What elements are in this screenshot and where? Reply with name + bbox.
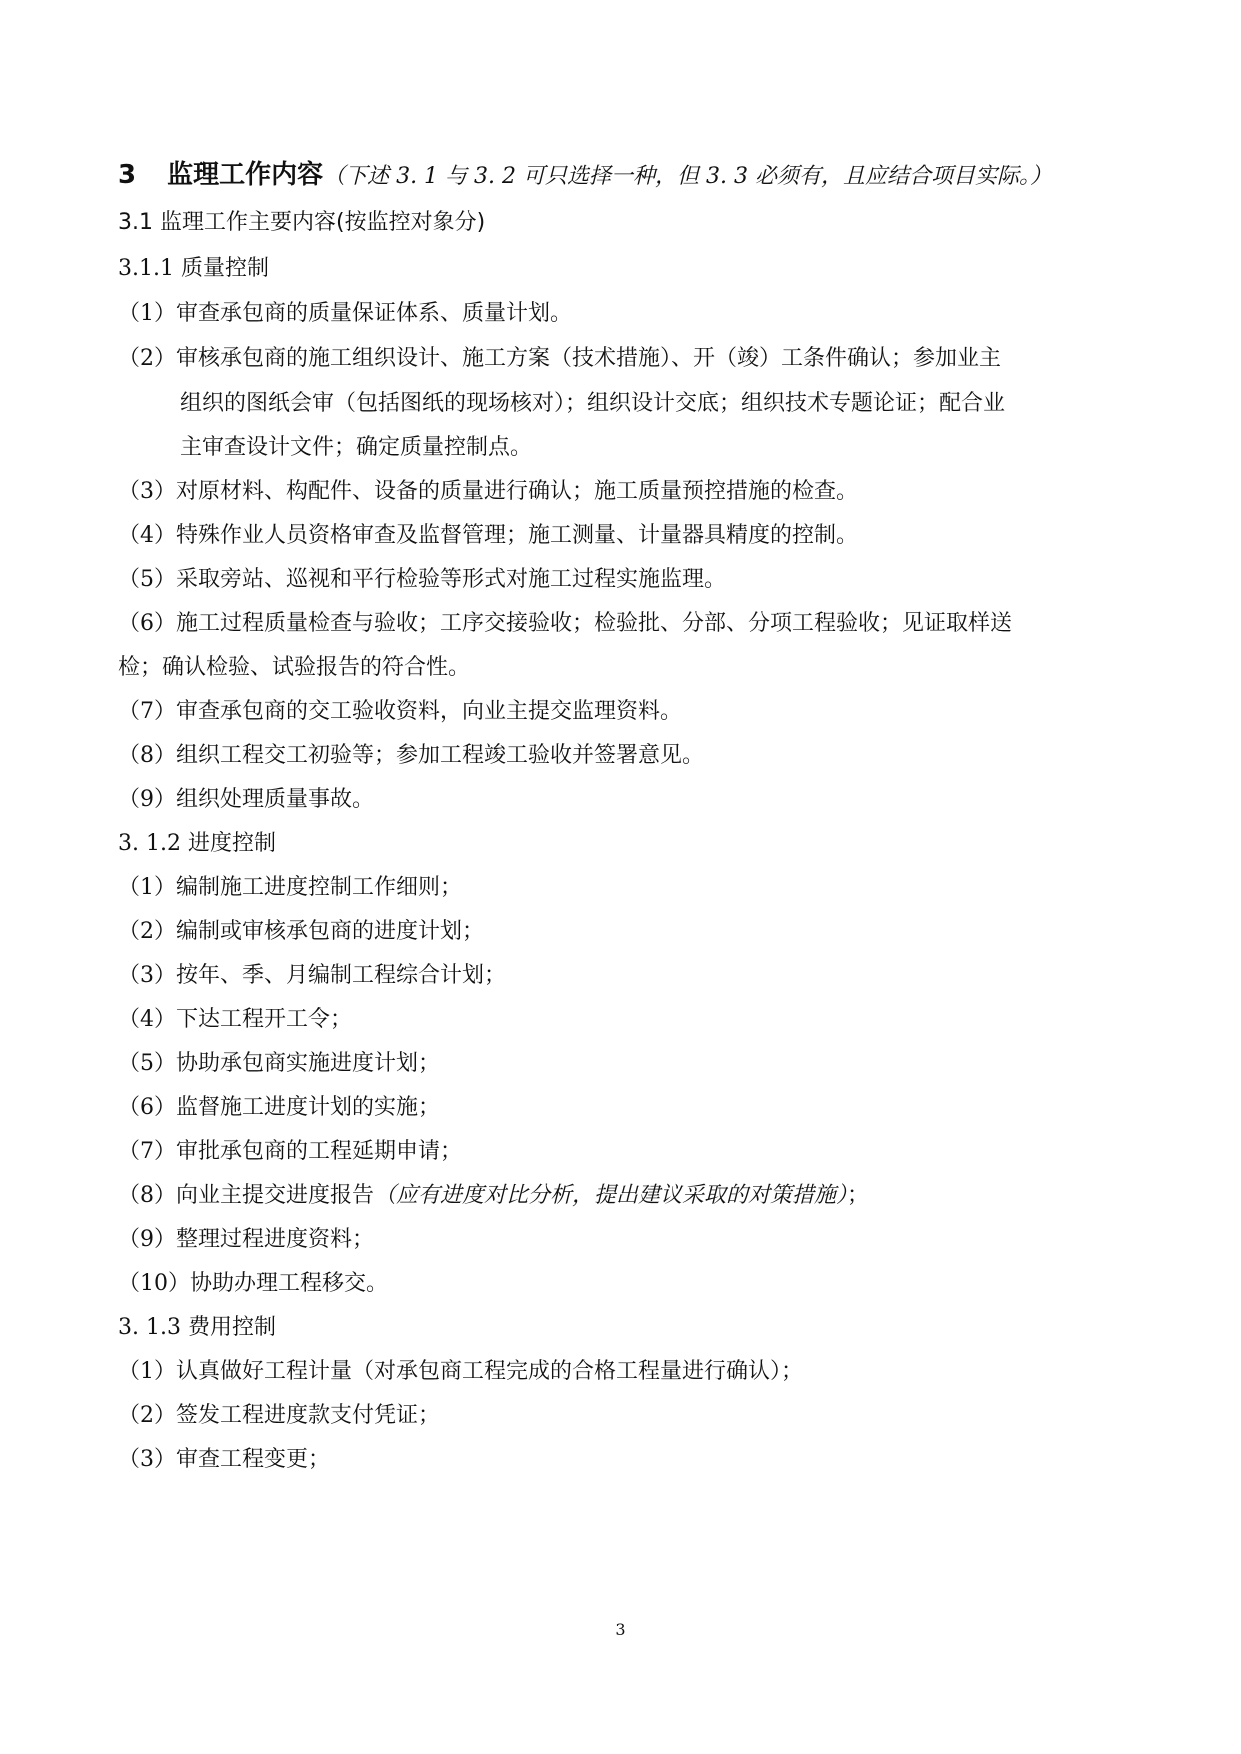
schedule-item-3: （3）按年、季、月编制工程综合计划；	[118, 963, 506, 988]
schedule-item-8-end: ；	[847, 1183, 870, 1208]
schedule-item-7: （7）审批承包商的工程延期申请；	[118, 1139, 462, 1164]
quality-item-1: （1）审查承包商的质量保证体系、质量计划。	[118, 301, 572, 326]
quality-item-7: （7）审查承包商的交工验收资料，向业主提交监理资料。	[118, 699, 682, 724]
section-note: （下述 3. 1 与 3. 2 可只选择一种，但 3. 3 必须有，且应结合项目实际。）	[323, 164, 1052, 189]
cost-item-1: （1）认真做好工程计量（对承包商工程完成的合格工程量进行确认）；	[118, 1359, 803, 1384]
page-number: 3	[615, 1620, 626, 1639]
schedule-item-6: （6）监督施工进度计划的实施；	[118, 1095, 440, 1120]
quality-item-4: （4）特殊作业人员资格审查及监督管理；施工测量、计量器具精度的控制。	[118, 523, 858, 548]
schedule-item-8-text: （8）向业主提交进度报告	[118, 1183, 374, 1208]
quality-item-8: （8）组织工程交工初验等；参加工程竣工验收并签署意见。	[118, 743, 704, 768]
section-number: 3	[118, 160, 137, 190]
schedule-item-5: （5）协助承包商实施进度计划；	[118, 1051, 440, 1076]
quality-item-2: （2）审核承包商的施工组织设计、施工方案（技术措施）、开（竣）工条件确认；参加业主	[118, 346, 1002, 371]
quality-item-6: （6）施工过程质量检查与验收；工序交接验收；检验批、分部、分项工程验收；见证取样送	[118, 611, 1013, 636]
quality-item-9: （9）组织处理质量事故。	[118, 787, 374, 812]
schedule-item-2: （2）编制或审核承包商的进度计划；	[118, 919, 484, 944]
schedule-item-10: （10）协助办理工程移交。	[118, 1271, 388, 1296]
schedule-item-8	[118, 1181, 1121, 1211]
cost-item-3: （3）审查工程变更；	[118, 1447, 330, 1472]
quality-item-2-cont-1: 组织的图纸会审（包括图纸的现场核对）；组织设计交底；组织技术专题论证；配合业	[180, 391, 1006, 416]
schedule-item-9: （9）整理过程进度资料；	[118, 1227, 374, 1252]
cost-item-2: （2）签发工程进度款支付凭证；	[118, 1403, 440, 1428]
quality-item-3: （3）对原材料、构配件、设备的质量进行确认；施工质量预控措施的检查。	[118, 479, 858, 504]
quality-item-6-cont: 检；确认检验、试验报告的符合性。	[118, 655, 471, 680]
cost-control-heading: 3. 1.3 费用控制	[118, 1315, 276, 1340]
quality-item-5: （5）采取旁站、巡视和平行检验等形式对施工过程实施监理。	[118, 567, 726, 592]
schedule-item-8-note: （应有进度对比分析，提出建议采取的对策措施）	[374, 1183, 848, 1208]
subsection-3-1-heading: 3.1 监理工作主要内容(按监控对象分)	[118, 210, 486, 235]
schedule-control-heading: 3. 1.2 进度控制	[118, 831, 276, 856]
section-heading	[118, 160, 1121, 192]
schedule-item-1: （1）编制施工进度控制工作细则；	[118, 875, 462, 900]
quality-item-2-cont-2: 主审查设计文件；确定质量控制点。	[180, 435, 533, 460]
schedule-item-4: （4）下达工程开工令；	[118, 1007, 352, 1032]
section-title: 监理工作内容	[167, 160, 324, 190]
quality-control-heading: 3.1.1 质量控制	[118, 256, 269, 281]
